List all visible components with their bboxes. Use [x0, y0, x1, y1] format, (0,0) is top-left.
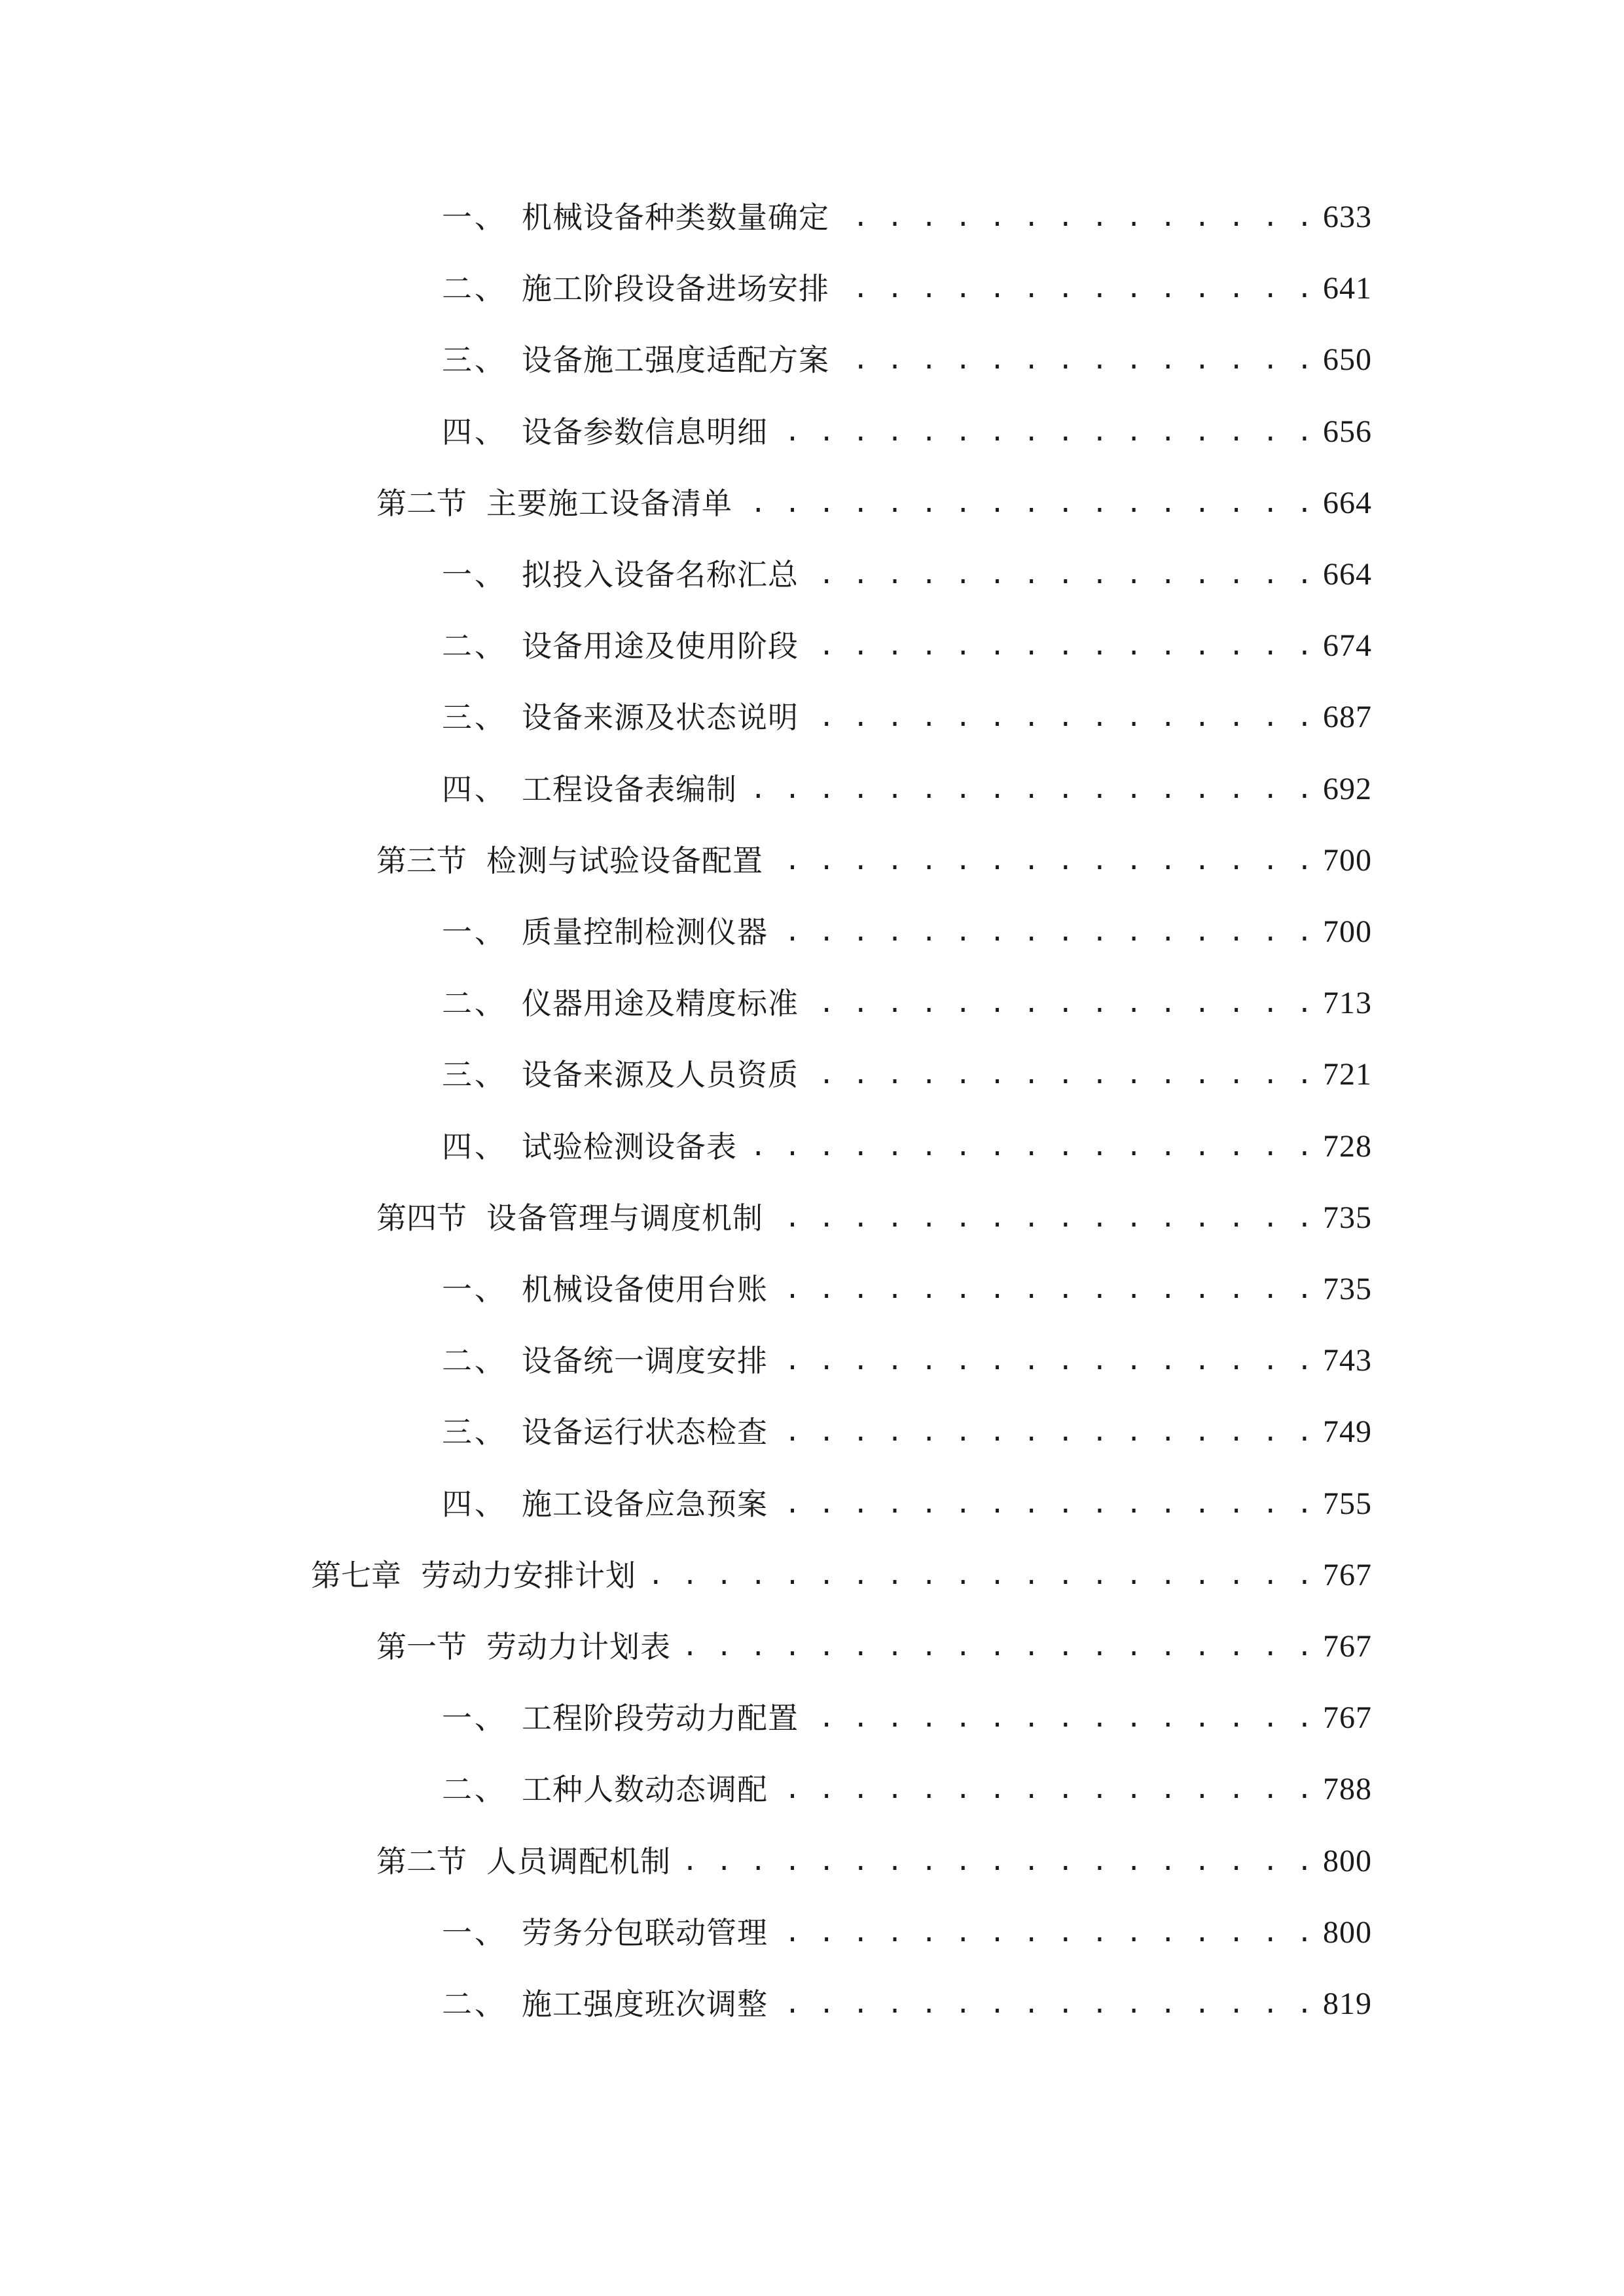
toc-entry-title: 劳动力安排计划 — [421, 1557, 636, 1593]
toc-entry-page-number: 735 — [1323, 1200, 1372, 1235]
toc-entry[interactable] — [442, 1263, 1372, 1316]
toc-entry-number: 第二节 — [376, 1843, 467, 1879]
toc-entry[interactable] — [442, 1692, 1372, 1744]
toc-dot-leader — [805, 548, 1314, 601]
toc-entry-number: 一、 — [442, 1272, 507, 1307]
toc-dot-leader — [739, 477, 1314, 529]
toc-entry[interactable] — [442, 1406, 1372, 1458]
toc-dot-leader — [836, 191, 1314, 243]
toc-dot-leader — [770, 834, 1314, 887]
toc-entry-page-number: 749 — [1323, 1414, 1372, 1450]
toc-entry-number: 四、 — [442, 1128, 507, 1164]
toc-entry[interactable] — [442, 691, 1372, 744]
toc-entry-page-number: 767 — [1323, 1629, 1372, 1664]
toc-entry-title: 仪器用途及精度标准 — [522, 986, 799, 1022]
toc-dot-leader — [774, 1478, 1314, 1530]
toc-entry-title: 工种人数动态调配 — [522, 1772, 768, 1808]
toc-dot-leader — [744, 1121, 1314, 1173]
toc-dot-leader — [774, 406, 1314, 458]
toc-entry[interactable] — [442, 334, 1372, 386]
toc-entry-number: 一、 — [442, 914, 507, 950]
toc-entry-page-number: 743 — [1323, 1343, 1372, 1378]
toc-entry[interactable] — [442, 1763, 1372, 1816]
toc-entry-number: 一、 — [442, 1914, 507, 1950]
toc-entry-title: 主要施工设备清单 — [486, 485, 732, 521]
toc-dot-leader — [805, 620, 1314, 672]
toc-entry-number: 二、 — [442, 271, 507, 307]
toc-entry[interactable] — [442, 262, 1372, 315]
toc-entry-page-number: 800 — [1323, 1914, 1372, 1950]
toc-entry-number: 二、 — [442, 628, 507, 664]
toc-entry-title: 工程设备表编制 — [522, 771, 737, 807]
toc-entry-page-number: 767 — [1323, 1700, 1372, 1736]
toc-entry[interactable] — [442, 1478, 1372, 1530]
toc-dot-leader — [774, 1263, 1314, 1316]
toc-entry-number: 三、 — [442, 1414, 507, 1450]
toc-entry-title: 人员调配机制 — [486, 1843, 671, 1879]
toc-entry-number: 第一节 — [376, 1629, 467, 1664]
toc-entry[interactable] — [311, 1549, 1372, 1602]
toc-entry-number: 二、 — [442, 1343, 507, 1379]
toc-entry[interactable] — [376, 477, 1372, 529]
toc-entry-title: 施工阶段设备进场安排 — [522, 271, 829, 307]
toc-entry[interactable] — [376, 1835, 1372, 1888]
toc-entry-page-number: 700 — [1323, 914, 1372, 949]
toc-entry-title: 劳务分包联动管理 — [522, 1914, 768, 1950]
toc-entry-page-number: 788 — [1323, 1772, 1372, 1807]
toc-entry-number: 二、 — [442, 1772, 507, 1808]
toc-dot-leader — [805, 691, 1314, 744]
toc-dot-leader — [774, 906, 1314, 958]
toc-dot-leader — [805, 1692, 1314, 1744]
toc-entry-page-number: 728 — [1323, 1128, 1372, 1164]
toc-entry-title: 设备统一调度安排 — [522, 1343, 768, 1379]
toc-entry-number: 第三节 — [376, 842, 467, 878]
toc-entry-title: 质量控制检测仪器 — [522, 914, 768, 950]
toc-entry-page-number: 650 — [1323, 342, 1372, 378]
toc-entry-page-number: 819 — [1323, 1986, 1372, 2021]
toc-dot-leader — [774, 1406, 1314, 1458]
toc-entry-page-number: 800 — [1323, 1843, 1372, 1878]
toc-entry[interactable] — [376, 1192, 1372, 1244]
toc-entry[interactable] — [442, 763, 1372, 816]
toc-dot-leader — [677, 1835, 1314, 1888]
toc-dot-leader — [774, 1335, 1314, 1387]
toc-entry-title: 机械设备种类数量确定 — [522, 200, 829, 235]
toc-entry-page-number: 664 — [1323, 485, 1372, 520]
toc-entry-title: 试验检测设备表 — [522, 1128, 737, 1164]
toc-entry[interactable] — [442, 906, 1372, 958]
toc-entry-number: 三、 — [442, 700, 507, 736]
toc-entry-page-number: 700 — [1323, 842, 1372, 878]
toc-entry[interactable] — [442, 548, 1372, 601]
toc-entry-number: 一、 — [442, 557, 507, 592]
toc-entry[interactable] — [442, 1978, 1372, 2030]
toc-entry[interactable] — [442, 191, 1372, 243]
toc-entry-title: 设备来源及状态说明 — [522, 700, 799, 736]
toc-entry[interactable] — [376, 1621, 1372, 1673]
toc-entry-page-number: 767 — [1323, 1557, 1372, 1592]
toc-entry-number: 第二节 — [376, 485, 467, 521]
toc-entry-number: 二、 — [442, 986, 507, 1022]
toc-entry[interactable] — [442, 406, 1372, 458]
toc-entry[interactable] — [442, 1121, 1372, 1173]
toc-entry-number: 三、 — [442, 342, 507, 378]
toc-entry[interactable] — [442, 977, 1372, 1030]
toc-entry-number: 第七章 — [311, 1557, 401, 1593]
toc-entry-title: 检测与试验设备配置 — [486, 842, 763, 878]
toc-entry-number: 一、 — [442, 1700, 507, 1736]
toc-entry-number: 四、 — [442, 771, 507, 807]
toc-entry-page-number: 713 — [1323, 986, 1372, 1021]
toc-dot-leader — [770, 1192, 1314, 1244]
toc-entry-title: 设备管理与调度机制 — [486, 1200, 763, 1236]
toc-dot-leader — [836, 334, 1314, 386]
toc-entry-number: 第四节 — [376, 1200, 467, 1236]
toc-entry-page-number: 641 — [1323, 271, 1372, 306]
toc-dot-leader — [643, 1549, 1314, 1602]
toc-dot-leader — [774, 1978, 1314, 2030]
toc-entry[interactable] — [442, 1907, 1372, 1959]
toc-dot-leader — [677, 1621, 1314, 1673]
toc-dot-leader — [774, 1763, 1314, 1816]
toc-entry-title: 机械设备使用台账 — [522, 1272, 768, 1307]
toc-entry-title: 设备施工强度适配方案 — [522, 342, 829, 378]
toc-entry-page-number: 755 — [1323, 1486, 1372, 1521]
toc-entry-number: 三、 — [442, 1057, 507, 1093]
toc-entry-title: 设备参数信息明细 — [522, 414, 768, 450]
toc-entry-title: 拟投入设备名称汇总 — [522, 557, 799, 592]
toc-entry-page-number: 633 — [1323, 200, 1372, 234]
toc-dot-leader — [744, 763, 1314, 816]
toc-entry-title: 设备用途及使用阶段 — [522, 628, 799, 664]
toc-entry-title: 劳动力计划表 — [486, 1629, 671, 1664]
toc-dot-leader — [774, 1907, 1314, 1959]
toc-entry-page-number: 656 — [1323, 414, 1372, 449]
toc-dot-leader — [836, 262, 1314, 315]
toc-entry-title: 施工强度班次调整 — [522, 1986, 768, 2022]
toc-entry-title: 工程阶段劳动力配置 — [522, 1700, 799, 1736]
toc-entry-page-number: 692 — [1323, 771, 1372, 806]
toc-dot-leader — [805, 1049, 1314, 1101]
toc-entry-number: 一、 — [442, 200, 507, 235]
toc-dot-leader — [805, 977, 1314, 1030]
toc-entry-page-number: 721 — [1323, 1057, 1372, 1092]
toc-entry-page-number: 664 — [1323, 557, 1372, 592]
toc-entry-title: 设备运行状态检查 — [522, 1414, 768, 1450]
toc-entry[interactable] — [442, 1049, 1372, 1101]
toc-entry-title: 设备来源及人员资质 — [522, 1057, 799, 1093]
toc-entry-page-number: 735 — [1323, 1272, 1372, 1306]
toc-entry[interactable] — [442, 620, 1372, 672]
toc-entry-number: 二、 — [442, 1986, 507, 2022]
toc-entry-number: 四、 — [442, 414, 507, 450]
toc-entry-number: 四、 — [442, 1486, 507, 1522]
toc-entry-page-number: 687 — [1323, 700, 1372, 735]
toc-entry-title: 施工设备应急预案 — [522, 1486, 768, 1522]
toc-entry[interactable] — [442, 1335, 1372, 1387]
toc-entry[interactable] — [376, 834, 1372, 887]
toc-entry-page-number: 674 — [1323, 628, 1372, 664]
